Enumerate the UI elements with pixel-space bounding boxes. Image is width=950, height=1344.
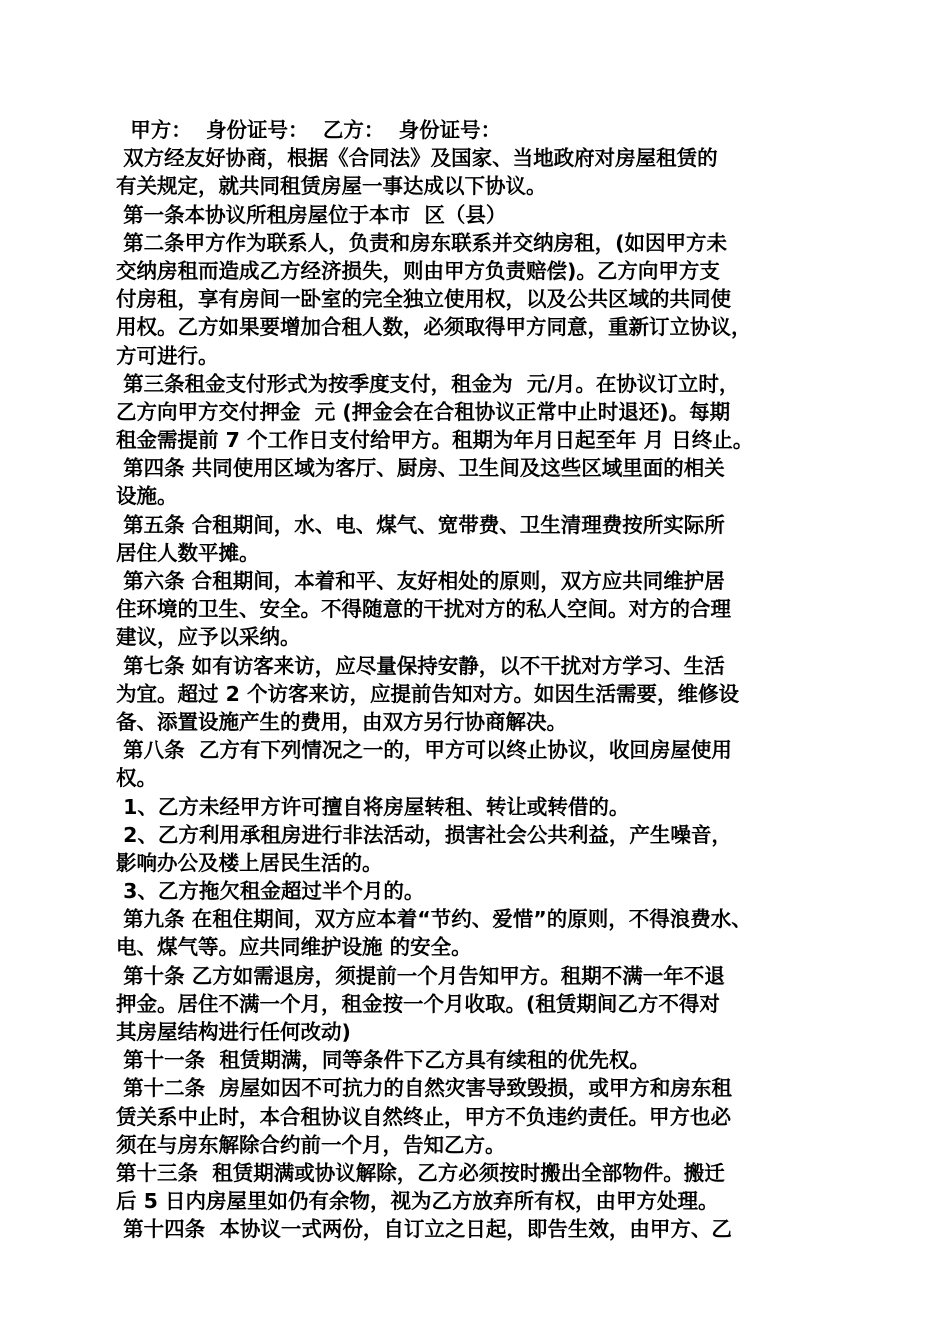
text-line: 电、煤气等。应共同维护设施 的安全。 [116,935,472,960]
text-line: 租金需提前 7 个工作日支付给甲方。租期为年月日起至年 月 日终止。 [116,428,754,453]
text-line: 双方经友好协商，根据《合同法》及国家、当地政府对房屋租赁的 [116,146,718,171]
text-line: 方可进行。 [116,343,219,368]
text-line: 第十四条 本协议一式两份，自订立之日起，即告生效，由甲方、乙 [116,1217,732,1242]
text-line: 第四条 共同使用区域为客厅、厨房、卫生间及这些区域里面的相关 [116,456,725,481]
text-line: 第十一条 租赁期满，同等条件下乙方具有续租的优先权。 [116,1048,650,1073]
text-line: 第二条甲方作为联系人，负责和房东联系并交纳房租，(如因甲方未 [116,230,728,255]
text-line: 付房租，享有房间一卧室的完全独立使用权，以及公共区域的共同使 [116,287,731,312]
contract-text [116,116,836,1244]
text-line: 乙方向甲方交付押金 元 (押金会在合租协议正常中止时退还)。每期 [116,399,731,424]
text-line: 第七条 如有访客来访，应尽量保持安静，以不干扰对方学习、生活 [116,653,725,678]
text-line: 用权。乙方如果要增加合租人数，必须取得甲方同意，重新订立协议， [116,315,752,340]
text-line: 第十二条 房屋如因不可抗力的自然灾害导致毁损，或甲方和房东租 [116,1076,732,1101]
text-line: 第三条租金支付形式为按季度支付，租金为 元/月。在协议订立时， [116,371,740,396]
text-line: 第九条 在租住期间，双方应本着“节约、爱惜”的原则，不得浪费水、 [116,907,752,932]
text-line: 第五条 合租期间，水、电、煤气、宽带费、卫生清理费按所实际所 [116,512,725,537]
text-line: 设施。 [116,484,178,509]
text-line: 第一条本协议所租房屋位于本市 区（县） [116,202,507,227]
text-line: 备、添置设施产生的费用，由双方另行协商解决。 [116,709,567,734]
text-line: 权。 [116,766,157,791]
text-line: 有关规定，就共同租赁房屋一事达成以下协议。 [116,174,547,199]
text-line: 为宜。超过 2 个访客来访，应提前告知对方。如因生活需要，维修设 [116,681,740,706]
text-line: 住环境的卫生、安全。不得随意的干扰对方的私人空间。对方的合理 [116,597,731,622]
text-line: 押金。居住不满一个月，租金按一个月收取。(租赁期间乙方不得对 [116,991,720,1016]
text-line: 交纳房租而造成乙方经济损失，则由甲方负责赔偿)。乙方向甲方支 [116,258,720,283]
text-line: 须在与房东解除合约前一个月，告知乙方。 [116,1132,506,1157]
text-line: 第六条 合租期间，本着和平、友好相处的原则，双方应共同维护居 [116,569,725,593]
text-line: 第十三条 租赁期满或协议解除，乙方必须按时搬出全部物件。搬迁 [116,1160,725,1185]
text-line: 1、乙方未经甲方许可擅自将房屋转租、转让或转借的。 [116,794,630,819]
text-line: 赁关系中止时，本合租协议自然终止，甲方不负违约责任。甲方也必 [116,1104,731,1129]
text-line: 居住人数平摊。 [116,540,260,565]
text-line: 影响办公及楼上居民生活的。 [116,850,383,875]
text-line: 2、乙方利用承租房进行非法活动，损害社会公共利益，产生噪音， [116,822,732,847]
text-line: 甲方： 身份证号： 乙方： 身份证号： [116,118,502,142]
text-line: 第八条 乙方有下列情况之一的，甲方可以终止协议，收回房屋使用 [116,738,732,763]
text-line: 建议，应予以采纳。 [116,625,301,650]
text-line: 其房屋结构进行任何改动) [116,1020,351,1044]
text-line: 第十条 乙方如需退房，须提前一个月告知甲方。租期不满一年不退 [116,963,725,988]
text-line: 后 5 日内房屋里如仍有余物，视为乙方放弃所有权，由甲方处理。 [116,1189,719,1214]
text-line: 3、乙方拖欠租金超过半个月的。 [116,879,425,904]
